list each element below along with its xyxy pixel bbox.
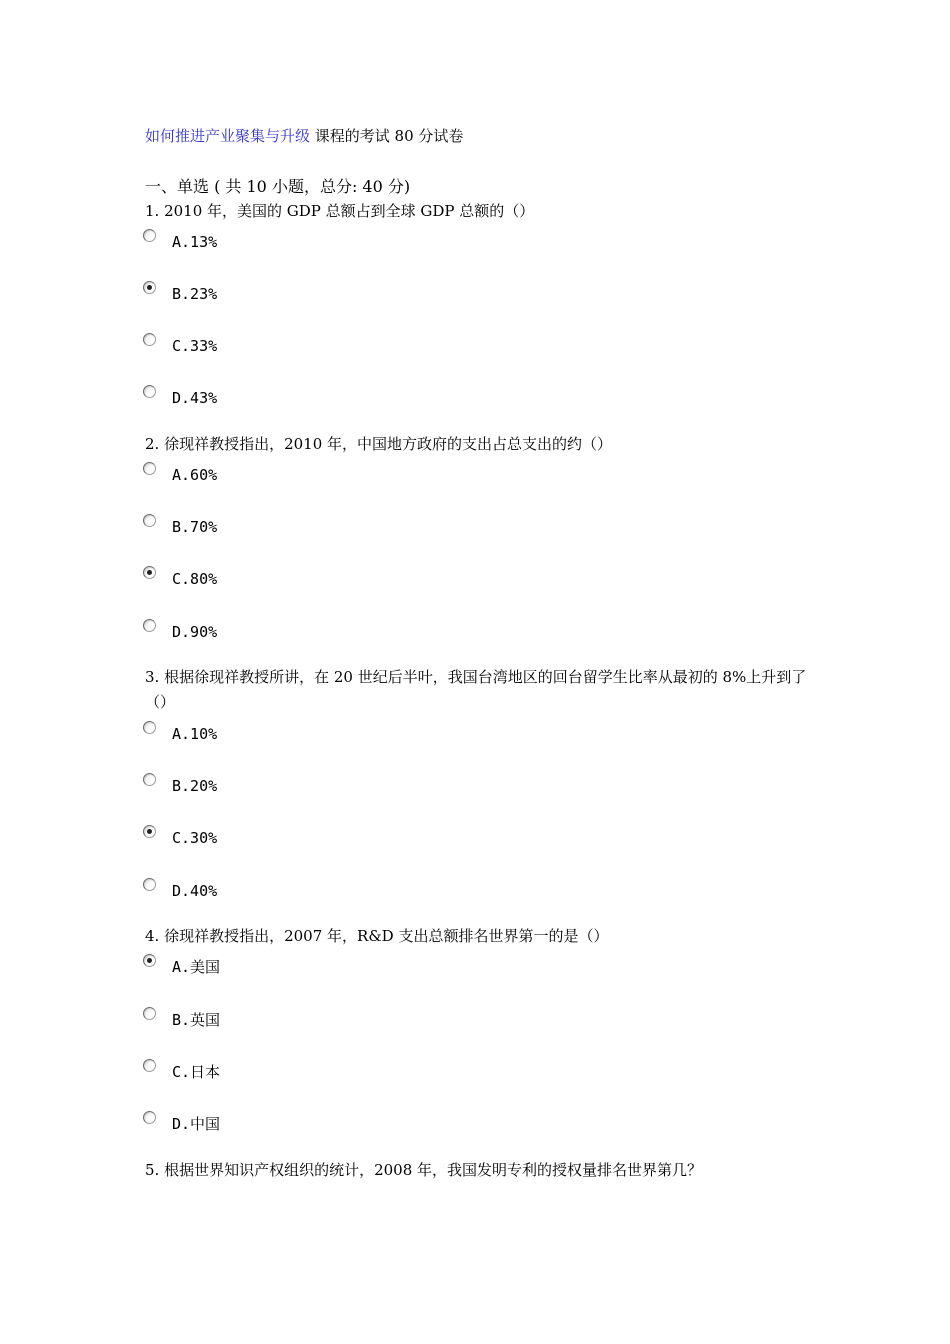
option-label: D.90%	[172, 623, 218, 641]
question-text: 2. 徐现祥教授指出，2010 年，中国地方政府的支出占总支出的约（）	[145, 435, 613, 453]
radio-button-checked[interactable]	[143, 954, 156, 967]
question-2-option-a[interactable]	[143, 462, 217, 488]
option-label: C.30%	[172, 829, 218, 847]
radio-button[interactable]	[143, 721, 156, 734]
radio-button[interactable]	[143, 333, 156, 346]
question-1-option-b[interactable]	[143, 281, 217, 307]
option-label: A.13%	[172, 233, 218, 251]
option-label: A.10%	[172, 725, 218, 743]
option-label: A.美国	[172, 958, 221, 976]
question-3-option-a[interactable]	[143, 721, 217, 747]
question-2-option-d[interactable]	[143, 619, 217, 645]
option-label: B.20%	[172, 777, 218, 795]
radio-button[interactable]	[143, 1059, 156, 1072]
question-3-option-c[interactable]	[143, 825, 217, 851]
option-label: B.70%	[172, 518, 218, 536]
radio-button[interactable]	[143, 229, 156, 242]
option-label: B.英国	[172, 1011, 221, 1029]
radio-button-checked[interactable]	[143, 825, 156, 838]
radio-button[interactable]	[143, 1007, 156, 1020]
question-1-option-c[interactable]	[143, 333, 217, 359]
title-suffix: 课程的考试 80 分试卷	[310, 127, 464, 145]
radio-button[interactable]	[143, 385, 156, 398]
course-name-link[interactable]: 如何推进产业聚集与升级	[145, 127, 311, 145]
radio-button-checked[interactable]	[143, 566, 156, 579]
question-text: 4. 徐现祥教授指出，2007 年，R&D 支出总额排名世界第一的是（）	[145, 927, 609, 945]
question-text: 1. 2010 年，美国的 GDP 总额占到全球 GDP 总额的（）	[145, 202, 535, 220]
question-1-option-a[interactable]	[143, 229, 217, 255]
option-label: B.23%	[172, 285, 218, 303]
section-heading: 一、单选 ( 共 10 小题，总分: 40 分)	[145, 177, 411, 196]
question-4-option-c[interactable]	[143, 1059, 220, 1085]
page-title	[145, 126, 463, 146]
question-text: 5. 根据世界知识产权组织的统计，2008 年，我国发明专利的授权量排名世界第几？	[145, 1161, 703, 1179]
question-2-option-b[interactable]	[143, 514, 217, 540]
option-label: A.60%	[172, 466, 218, 484]
radio-button[interactable]	[143, 619, 156, 632]
option-label: D.中国	[172, 1115, 221, 1133]
option-label: D.40%	[172, 882, 218, 900]
question-1-option-d[interactable]	[143, 385, 217, 411]
question-2-option-c[interactable]	[143, 566, 217, 592]
radio-button[interactable]	[143, 462, 156, 475]
question-4-option-d[interactable]	[143, 1111, 220, 1137]
radio-button[interactable]	[143, 514, 156, 527]
question-4-option-a[interactable]	[143, 954, 220, 980]
option-label: C.80%	[172, 570, 218, 588]
radio-button[interactable]	[143, 878, 156, 891]
radio-button[interactable]	[143, 1111, 156, 1124]
option-label: C.日本	[172, 1063, 221, 1081]
radio-button[interactable]	[143, 773, 156, 786]
option-label: C.33%	[172, 337, 218, 355]
question-text: 3. 根据徐现祥教授所讲，在 20 世纪后半叶，我国台湾地区的回台留学生比率从最初的 8%上升到了（）	[145, 668, 807, 711]
question-4-option-b[interactable]	[143, 1007, 220, 1033]
radio-button-checked[interactable]	[143, 281, 156, 294]
question-3-option-b[interactable]	[143, 773, 217, 799]
question-3-option-d[interactable]	[143, 878, 217, 904]
option-label: D.43%	[172, 389, 218, 407]
